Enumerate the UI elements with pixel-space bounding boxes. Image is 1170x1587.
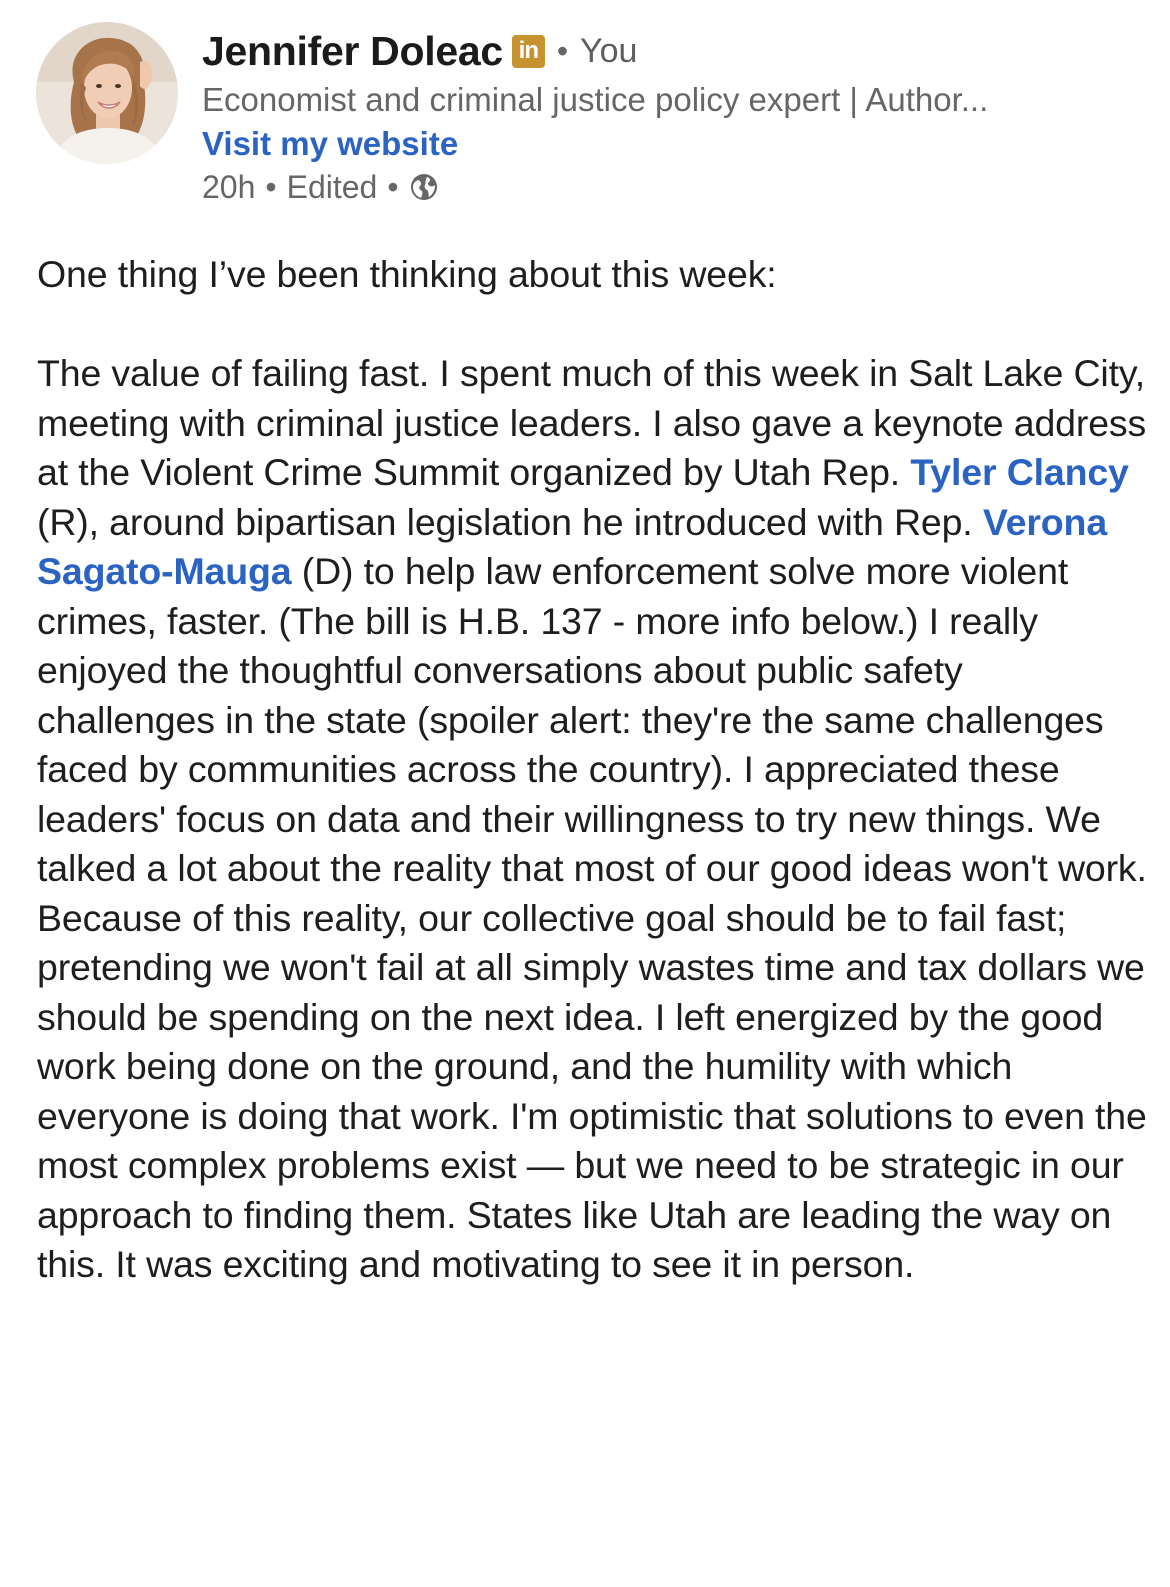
mention-tyler-clancy[interactable]: Tyler Clancy [910,451,1129,493]
profile-photo-icon [36,22,178,164]
separator-dot: • [387,168,399,205]
separator-dot: • [556,32,569,69]
visit-website-link[interactable]: Visit my website [202,125,459,162]
author-relation: You [580,31,638,70]
author-name-row [202,22,1146,80]
separator-dot: • [265,168,277,205]
author-headline: Economist and criminal justice policy expert | Author... [202,81,989,118]
mention-verona-sagato-mauga[interactable]: Verona Sagato-Mauga [37,500,1108,592]
post-intro: One thing I’ve been thinking about this week: [37,253,777,295]
avatar[interactable] [36,22,178,164]
author-name[interactable]: Jennifer Doleac [202,27,503,74]
post-header [36,22,1146,212]
author-meta [202,22,1146,208]
post-text-segment: (D) to help law enforcement solve more violent crimes, faster. (The bill is H.B. 137 - more info below.) I really enjoyed the thoughtful conversations about public safety challenges in the state (spoiler alert: they're the same challenges faced by communities across the country). I appreciated these leaders' focus on data and their willingness to try new things. We talked a lot about the reality that most of our good ideas won't work. Because of this reality, our collective goal should be to fail fast; pretending we won't fail at all simply wastes time and tax dollars we should be spending on the next idea. I left energized by the good work being done on the ground, and the humility with which everyone is doing that work. I'm optimistic that solutions to even the most complex problems exist — but we need to be strategic in our approach to finding them. States like Utah are leading the way on this. It was exciting and motivating to see it in person. [37,550,1147,1285]
linkedin-badge-icon: in [512,35,545,68]
post-timestamp-row [202,166,1146,208]
edited-label: Edited [286,168,378,205]
post-body [37,250,1147,1290]
post-main-text [37,349,1147,1290]
post-time: 20h [202,168,256,205]
post-text-segment: (R), around bipartisan legislation he introduced with Rep. [37,500,983,543]
globe-icon [409,172,439,202]
post-text-segment: The value of failing fast. I spent much of this week in Salt Lake City, meeting with criminal justice leaders. I also gave a keynote address at the Violent Crime Summit organized by Utah Rep. [37,352,1147,493]
